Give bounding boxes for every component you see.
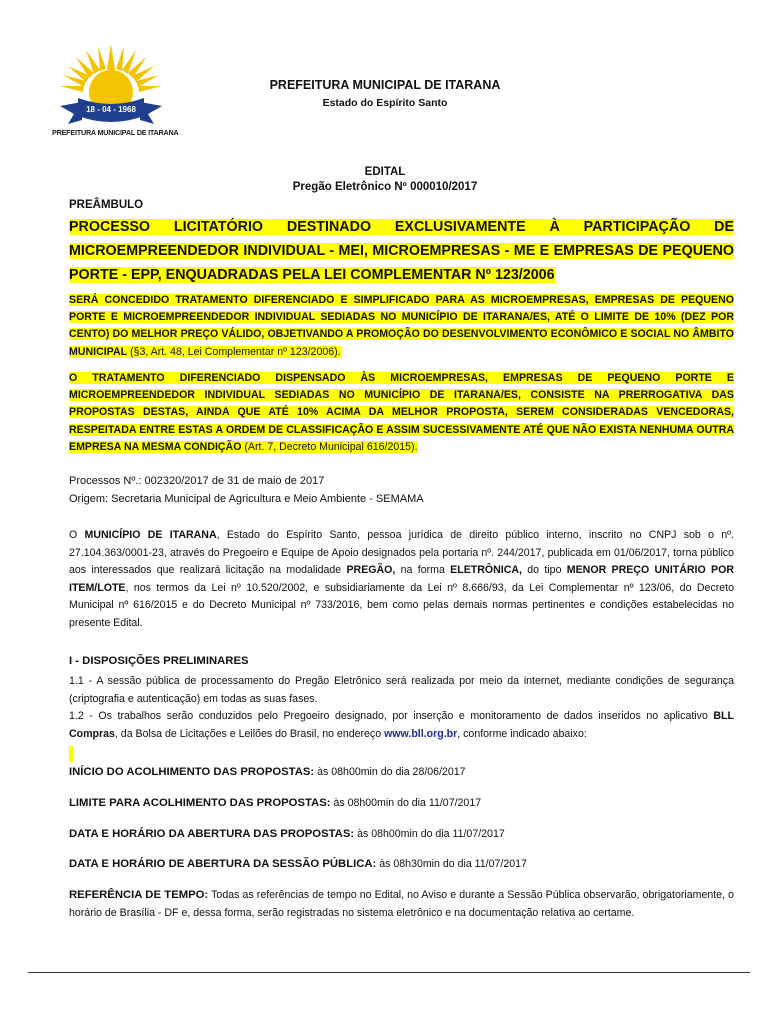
schedule-sessao-publica: DATA E HORÁRIO DE ABERTURA DA SESSÃO PÚBLICA: às 08h30min do dia 11/07/2017 xyxy=(69,858,527,870)
schedule-abertura-propostas: DATA E HORÁRIO DA ABERTURA DAS PROPOSTAS: às 08h00min do dia 11/07/2017 xyxy=(69,828,505,840)
processo-title xyxy=(69,215,734,287)
prefeitura-title: PREFEITURA MUNICIPAL DE ITARANA xyxy=(269,78,501,92)
processo-number: Processos Nº.: 002320/2017 de 31 de maio de 2017 xyxy=(69,475,325,487)
footer-divider xyxy=(28,972,750,973)
preambulo-heading: PREÂMBULO xyxy=(69,199,144,211)
p1-bold-text: SERÁ CONCEDIDO TRATAMENTO DIFERENCIADO E SIMPLIFICADO PARA AS MICROEMPRESAS, EMPRESAS DE PEQUENO PORTE E MICROEMPREENDEDOR INDIVIDUAL SEDIADAS NO MUNICÍPIO DE ITARANA/ES, ATÉ O LIMITE DE 10% (DEZ POR CENTO) DO MELHOR PREÇO VÁLIDO, OBJETIVANDO A PROMOÇÃO DO DESENVOLVIMENTO ECONÔMICO E SOCIAL NO ÂMBITO MUNICIPAL xyxy=(69,294,734,358)
section-heading: I - DISPOSIÇÕES PRELIMINARES xyxy=(69,655,249,667)
referencia-de-tempo: REFERÊNCIA DE TEMPO: Todas as referências de tempo no Edital, no Aviso e durante a Sessão Pública observarão, obrigatoriamente, o horário de Brasília - DF e, dessa forma, serão registradas no sistema eletrônico e na documentação relativa ao certame. xyxy=(69,889,734,919)
p1-reference: (§3, Art. 48, Lei Complementar nº 123/2006). xyxy=(127,345,341,358)
processo-origem: Origem: Secretaria Municipal de Agricultura e Meio Ambiente - SEMAMA xyxy=(69,492,424,505)
processo-info xyxy=(69,473,734,508)
highlight-marker xyxy=(69,746,74,762)
item-1-1: 1.1 - A sessão pública de processamento do Pregão Eletrônico será realizada por meio da internet, mediante condições de segurança (criptografia e autenticação) em todas as suas fases. xyxy=(69,675,734,705)
tratamento-paragraph-1 xyxy=(69,292,734,361)
municipio-name: MUNICÍPIO DE ITARANA xyxy=(84,529,217,541)
schedule-inicio: INÍCIO DO ACOLHIMENTO DAS PROPOSTAS: às 08h00min do dia 28/06/2017 xyxy=(69,766,466,778)
logo-caption: PREFEITURA MUNICIPAL DE ITARANA xyxy=(52,128,179,137)
tratamento-paragraph-2 xyxy=(69,370,734,456)
bll-website-link[interactable]: www.bll.org.br xyxy=(384,727,458,740)
p2-bold-text: O TRATAMENTO DIFERENCIADO DISPENSADO ÀS MICROEMPRESAS, EMPRESAS DE PEQUENO PORTE E MICROEMPREENDEDOR INDIVIDUAL SEDIADAS NO MUNICÍPIO DE ITARANA/ES, CONSISTE NA PRERROGATIVA DAS PROPOSTAS DESTAS, AINDA QUE ATÉ 10% ACIMA DA MELHOR PROPOSTA, SEREM CONSIDERADAS VENCEDORAS, RESPEITADA ENTRE ESTAS A ORDEM DE CLASSIFICAÇÃO E ASSIM SUCESSIVAMENTE ATÉ QUE NÃO EXISTA NENHUMA OUTRA EMPRESA NA MESMA CONDIÇÃO xyxy=(69,372,734,453)
section-1-paragraphs xyxy=(69,673,734,743)
edital-label: EDITAL xyxy=(364,166,406,178)
p2-reference: (Art. 7, Decreto Municipal 616/2015). xyxy=(241,440,418,453)
state-subtitle: Estado do Espírito Santo xyxy=(322,97,448,109)
processo-title-text: PROCESSO LICITATÓRIO DESTINADO EXCLUSIVAMENTE À PARTICIPAÇÃO DE MICROEMPREENDEDOR INDIVIDUAL - MEI, MICROEMPRESAS - ME E EMPRESAS DE PEQUENO PORTE - EPP, ENQUADRADAS PELA LEI COMPLEMENTAR Nº 123/2006 xyxy=(69,219,734,283)
schedule-limite: LIMITE PARA ACOLHIMENTO DAS PROPOSTAS: às 08h00min do dia 11/07/2017 xyxy=(69,797,482,809)
item-1-2: 1.2 - Os trabalhos serão conduzidos pelo Pregoeiro designado, por inserção e monitoramento de dados inseridos no aplicativo BLL Compras, da Bolsa de Licitações e Leilões do Brasil, no endereço www.bll.org.br, conforme indicado abaixo: xyxy=(69,710,734,740)
pregao-number: Pregão Eletrônico Nº 000010/2017 xyxy=(292,181,478,193)
logo-date: 18 - 04 - 1968 xyxy=(86,105,136,114)
intro-paragraph: O MUNICÍPIO DE ITARANA, Estado do Espírito Santo, pessoa jurídica de direito público interno, inscrito no CNPJ sob o nº. 27.104.363/0001-23, através do Pregoeiro e Equipe de Apoio designados pela portaria nº. 244/2017, publicada em 01/06/2017, torna público aos interessados que realizará licitação na modalidade PREGÃO, na forma ELETRÔNICA, do tipo MENOR PREÇO UNITÁRIO POR ITEM/LOTE, nos termos da Lei nº 10.520/2002, e subsidiariamente da Lei nº 8.666/93, da Lei Complementar nº 123/06, do Decreto Municipal nº 616/2015 e do Decreto Municipal nº 733/2016, bem como pelas demais normas pertinentes e condições estabelecidas no presente Edital. xyxy=(69,529,734,629)
